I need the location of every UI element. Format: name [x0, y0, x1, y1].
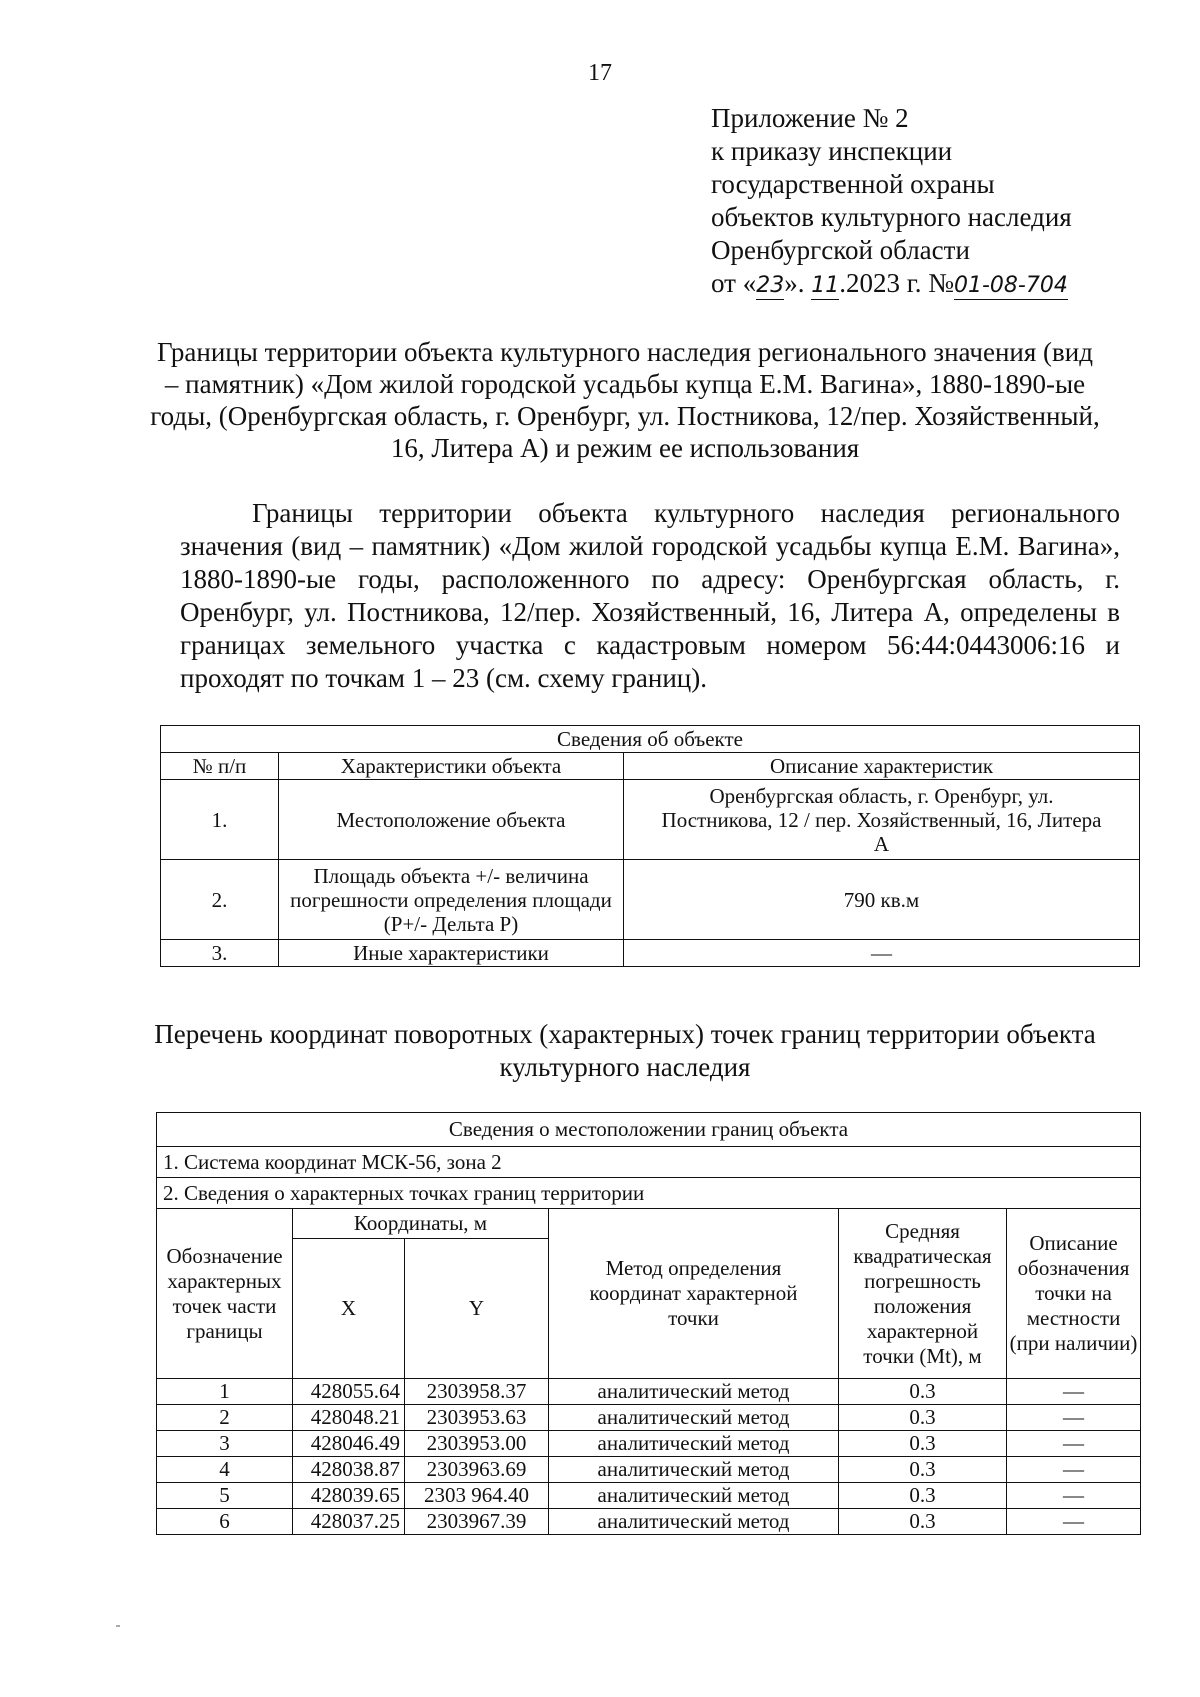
table-row: [157, 1379, 1141, 1405]
cell-y: 2303953.00: [405, 1431, 549, 1457]
document-title: Границы территории объекта культурного наследия регионального значения (вид – памятник) «Дом жилой городской усадьбы купца Е.М. Вагина», 1880-1890-ые годы, (Оренбургская область, г. Оренбург, ул. Постникова, 12/пер. Хозяйственный, 16, Литера А) и режим ее использования: [150, 337, 1100, 463]
header-method: Метод определения координат характерной точки: [549, 1209, 839, 1379]
cell-number: 1.: [161, 780, 279, 860]
table-row: [157, 1483, 1141, 1509]
cell-error: 0.3: [839, 1379, 1007, 1405]
date-prefix: от «: [711, 268, 757, 298]
table-row: [157, 1405, 1141, 1431]
page-number: 17: [588, 60, 612, 86]
appendix-line: объектов культурного наследия: [711, 202, 1072, 232]
cell-point: 2: [157, 1405, 293, 1431]
cell-point-description: —: [1007, 1509, 1141, 1535]
cell-y: 2303958.37: [405, 1379, 549, 1405]
cell-point-description: —: [1007, 1457, 1141, 1483]
table-row: [157, 1457, 1141, 1483]
cell-point: 5: [157, 1483, 293, 1509]
table-row: [157, 1431, 1141, 1457]
cell-method: аналитический метод: [549, 1457, 839, 1483]
cell-number: 2.: [161, 860, 279, 940]
header-point: Обозначение характерных точек части границы: [157, 1209, 293, 1379]
cell-y: 2303967.39: [405, 1509, 549, 1535]
cell-point-description: —: [1007, 1379, 1141, 1405]
header-x: X: [293, 1239, 405, 1379]
cell-point-description: —: [1007, 1483, 1141, 1509]
cell-error: 0.3: [839, 1457, 1007, 1483]
handwritten-month: 11: [811, 273, 840, 298]
header-y: Y: [405, 1239, 549, 1379]
coordinates-title: Перечень координат поворотных (характерных) точек границ территории объекта культурного наследия: [154, 1019, 1096, 1082]
coordinate-system: 1. Система координат МСК-56, зона 2: [157, 1147, 1141, 1178]
table-row: [157, 1509, 1141, 1535]
handwritten-day: 23: [756, 273, 785, 298]
boundary-paragraph: Границы территории объекта культурного наследия регионального значения (вид – памятник) «Дом жилой городской усадьбы купца Е.М. Вагина», 1880-1890-ые годы, расположенного по адресу: Оренбургская область, г. Оренбург, ул. Постникова, 12/пер. Хозяйственный, 16, Литера А, определены в границах земельного участка с кадастровым номером 56:44:0443006:16 и проходят по точкам 1 – 23 (см. схему границ).: [180, 498, 1120, 693]
cell-method: аналитический метод: [549, 1509, 839, 1535]
cell-characteristic: Местоположение объекта: [279, 780, 624, 860]
appendix-line: к приказу инспекции: [711, 136, 953, 166]
cell-point: 3: [157, 1431, 293, 1457]
header-number: № п/п: [161, 753, 279, 780]
appendix-block: [711, 102, 1072, 300]
cell-method: аналитический метод: [549, 1431, 839, 1457]
coordinates-table: [156, 1112, 1141, 1535]
order-date-line: [711, 267, 1072, 300]
scan-speck: [116, 1625, 120, 1627]
cell-error: 0.3: [839, 1483, 1007, 1509]
appendix-line: государственной охраны: [711, 169, 995, 199]
cell-number: 3.: [161, 940, 279, 967]
date-mid: ».: [784, 268, 805, 298]
cell-x: 428039.65: [293, 1483, 405, 1509]
appendix-line: Приложение № 2: [711, 103, 909, 133]
cell-method: аналитический метод: [549, 1405, 839, 1431]
header-characteristic: Характеристики объекта: [279, 753, 624, 780]
cell-point: 4: [157, 1457, 293, 1483]
cell-error: 0.3: [839, 1509, 1007, 1535]
header-error: Средняя квадратическая погрешность положения характерной точки (Mt), м: [839, 1209, 1007, 1379]
table-row: [161, 860, 1140, 940]
cell-y: 2303953.63: [405, 1405, 549, 1431]
cell-point-description: —: [1007, 1405, 1141, 1431]
cell-x: 428055.64: [293, 1379, 405, 1405]
cell-description: —: [624, 940, 1140, 967]
object-table-caption: Сведения об объекте: [161, 726, 1140, 753]
cell-description: 790 кв.м: [624, 860, 1140, 940]
cell-point-description: —: [1007, 1431, 1141, 1457]
coords-table-caption: Сведения о местоположении границ объекта: [157, 1113, 1141, 1147]
cell-y: 2303 964.40: [405, 1483, 549, 1509]
cell-characteristic: Иные характеристики: [279, 940, 624, 967]
cell-method: аналитический метод: [549, 1483, 839, 1509]
date-year: .2023 г. №: [839, 268, 954, 298]
header-description: Описание характеристик: [624, 753, 1140, 780]
handwritten-order-number: 01-08-704: [954, 273, 1068, 298]
cell-point: 6: [157, 1509, 293, 1535]
table-row: [161, 940, 1140, 967]
cell-method: аналитический метод: [549, 1379, 839, 1405]
cell-x: 428037.25: [293, 1509, 405, 1535]
table-row: [161, 780, 1140, 860]
cell-point: 1: [157, 1379, 293, 1405]
header-coordinates: Координаты, м: [293, 1209, 549, 1239]
cell-error: 0.3: [839, 1431, 1007, 1457]
cell-description: Оренбургская область, г. Оренбург, ул. Постникова, 12 / пер. Хозяйственный, 16, Литера А: [624, 780, 1140, 860]
appendix-line: Оренбургской области: [711, 235, 970, 265]
cell-x: 428046.49: [293, 1431, 405, 1457]
header-point-description: Описание обозначения точки на местности (при наличии): [1007, 1209, 1141, 1379]
object-info-table: [160, 725, 1140, 967]
cell-x: 428038.87: [293, 1457, 405, 1483]
cell-error: 0.3: [839, 1405, 1007, 1431]
cell-y: 2303963.69: [405, 1457, 549, 1483]
cell-characteristic: Площадь объекта +/- величина погрешности определения площади (Р+/- Дельта Р): [279, 860, 624, 940]
cell-x: 428048.21: [293, 1405, 405, 1431]
points-caption: 2. Сведения о характерных точках границ территории: [157, 1178, 1141, 1209]
